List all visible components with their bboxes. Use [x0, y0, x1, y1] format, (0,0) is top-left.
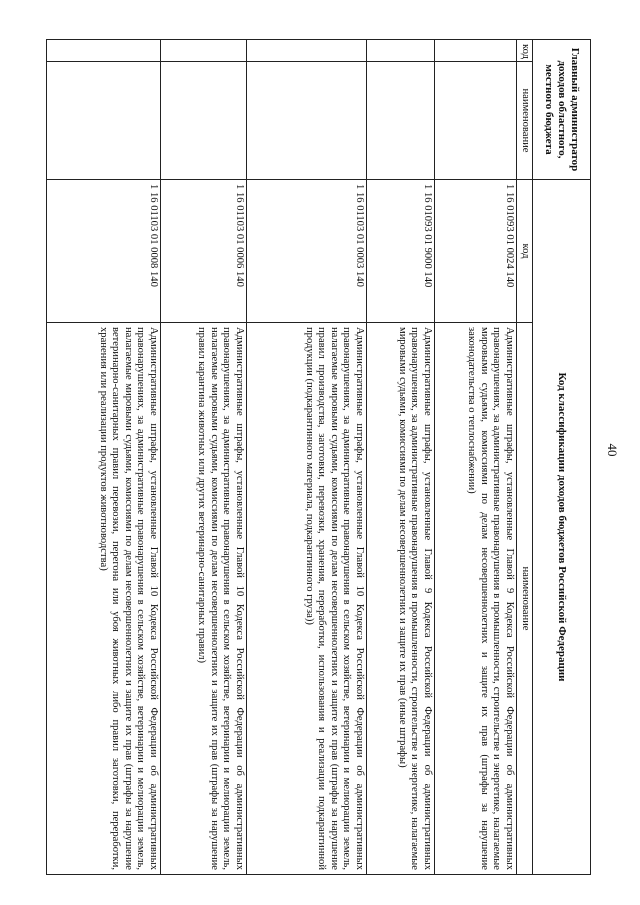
page-number: 40 — [605, 443, 620, 457]
admin-code-cell — [246, 39, 366, 61]
name-cell: Административные штрафы, установленные Главой 10 Кодекса Российской Федерации об административных правонарушениях, за административные правонарушения в сельском хозяйстве, ветеринарии и мелиорации земель, налагаемые мировыми судьями, комиссиями по делам несовершеннолетних и защите их прав (штрафы за нарушение правил карантина животных или других ветеринарно-санитарных правил) — [160, 322, 246, 874]
admin-code-cell — [160, 39, 246, 61]
admin-name-cell — [366, 61, 434, 179]
table-row — [246, 39, 366, 874]
table-row — [366, 39, 434, 874]
admin-code-cell — [46, 39, 160, 61]
admin-name-cell — [160, 61, 246, 179]
name-cell: Административные штрафы, установленные Главой 9 Кодекса Российской Федерации об административных правонарушениях, за административные правонарушения в промышленности, строительстве и энергетике, налагаемые мировыми судьями, комиссиями по делам несовершеннолетних и защите их прав (штрафы за нарушение законодательства о теплоснабжении) — [434, 322, 516, 874]
code-cell: 1 16 01093 01 0024 140 — [434, 179, 516, 322]
header-name: наименование — [516, 322, 532, 874]
admin-name-cell — [246, 61, 366, 179]
admin-name-cell — [46, 61, 160, 179]
code-cell: 1 16 01103 01 0003 140 — [246, 179, 366, 322]
revenue-classification-table — [46, 39, 591, 875]
rotated-table-wrapper — [46, 39, 591, 874]
admin-code-cell — [434, 39, 516, 61]
table-row — [46, 39, 160, 874]
header-row-groups — [532, 39, 590, 874]
table-row — [434, 39, 516, 874]
admin-code-cell — [366, 39, 434, 61]
name-cell: Административные штрафы, установленные Главой 10 Кодекса Российской Федерации об административных правонарушениях, за административные правонарушения в сельском хозяйстве, ветеринарии и мелиорации земель, налагаемые мировыми судьями, комиссиями по делам несовершеннолетних и защите их прав (штрафы за нарушение ветеринарно-санитарных правил перевозки, перегона или убоя животных либо правил заготовки, переработки, хранения или реализации продуктов животноводства) — [46, 322, 160, 874]
header-classification-group: Код классификации доходов бюджетов Российской Федерации — [532, 179, 590, 874]
name-cell: Административные штрафы, установленные Главой 10 Кодекса Российской Федерации об административных правонарушениях, за административные правонарушения в сельском хозяйстве, ветеринарии и мелиорации земель, налагаемые мировыми судьями, комиссиями по делам несовершеннолетних и защите их прав (штрафы за нарушение правил производства, заготовки, перевозки, хранения, переработки, использования и реализации подкарантинной продукции (подкарантинного материала, подкарантинного груза)) — [246, 322, 366, 874]
header-row-columns — [516, 39, 532, 874]
header-admin-code: код — [516, 39, 532, 61]
header-admin-group: Главный администратор доходов областного, местного бюджета — [532, 39, 590, 179]
admin-name-cell — [434, 61, 516, 179]
code-cell: 1 16 01093 01 9000 140 — [366, 179, 434, 322]
code-cell: 1 16 01103 01 0008 140 — [46, 179, 160, 322]
table-row — [160, 39, 246, 874]
code-cell: 1 16 01103 01 0006 140 — [160, 179, 246, 322]
header-code: код — [516, 179, 532, 322]
name-cell: Административные штрафы, установленные Главой 9 Кодекса Российской Федерации об административных правонарушениях, за административные правонарушения в промышленности, строительстве и энергетике, налагаемые мировыми судьями, комиссиями по делам несовершеннолетних и защите их прав (иные штрафы) — [366, 322, 434, 874]
header-admin-name: наименование — [516, 61, 532, 179]
